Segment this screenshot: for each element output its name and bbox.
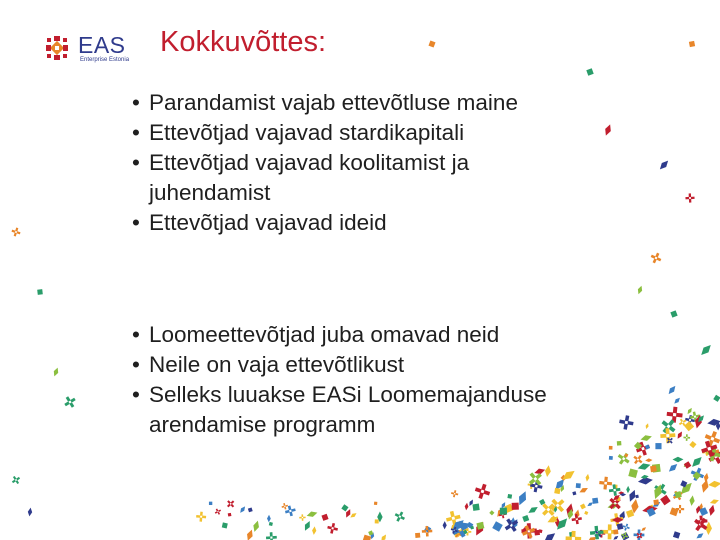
confetti-piece: [708, 480, 720, 488]
confetti-piece: [27, 507, 33, 516]
confetti-piece: [374, 502, 377, 505]
confetti-piece: [689, 441, 696, 448]
bullet-marker: •: [132, 382, 140, 407]
confetti-piece: [451, 490, 458, 497]
confetti-piece: [709, 498, 719, 505]
logo-subtext: Enterprise Estonia: [80, 57, 130, 63]
bullet-marker: •: [132, 120, 140, 145]
bullet-text: Ettevõtjad vajavad stardikapitali: [149, 120, 465, 145]
confetti-piece: [285, 506, 296, 517]
confetti-piece: [689, 41, 695, 47]
confetti-piece: [306, 510, 318, 519]
confetti-piece: [670, 310, 677, 317]
slide-title: Kokkuvõttes:: [160, 26, 327, 58]
confetti-piece: [252, 520, 261, 533]
confetti-piece: [713, 395, 720, 402]
bullet-list-2: [132, 320, 619, 440]
confetti-piece: [464, 502, 469, 510]
eas-logo: [40, 30, 140, 66]
confetti-piece: [527, 505, 539, 516]
confetti-piece: [667, 384, 678, 396]
confetti-piece: [554, 488, 560, 494]
confetti-piece: [699, 343, 713, 358]
confetti-piece: [689, 495, 695, 506]
bullet-item: [132, 88, 619, 118]
bullet-marker: •: [132, 150, 140, 175]
confetti-piece: [303, 520, 313, 532]
confetti-piece: [227, 500, 234, 507]
confetti-piece: [576, 483, 581, 488]
confetti-piece: [613, 529, 618, 534]
confetti-piece: [684, 461, 691, 468]
bullet-marker: •: [132, 90, 140, 115]
confetti-piece: [321, 514, 328, 521]
confetti-piece: [395, 511, 405, 521]
confetti-piece: [267, 515, 271, 523]
confetti-piece: [586, 68, 593, 75]
bullet-text: Ettevõtjad vajavad ideid: [149, 210, 387, 235]
bullet-list-1: [132, 88, 619, 238]
confetti-piece: [209, 502, 212, 505]
confetti-piece: [653, 499, 659, 505]
bullet-text: Loomeettevõtjad juba omavad neid: [149, 322, 500, 347]
confetti-piece: [609, 484, 621, 496]
confetti-piece: [542, 531, 557, 540]
confetti-piece: [609, 456, 613, 460]
confetti-piece: [580, 503, 586, 509]
confetti-piece: [415, 533, 420, 538]
confetti-piece: [672, 457, 683, 463]
confetti-piece: [472, 504, 479, 511]
confetti-piece: [675, 491, 682, 498]
confetti-piece: [651, 253, 662, 264]
confetti-piece: [633, 455, 642, 464]
bullet-item: [132, 380, 619, 440]
confetti-piece: [572, 491, 576, 495]
confetti-piece: [544, 465, 552, 478]
confetti-piece: [673, 531, 680, 538]
confetti-piece: [222, 522, 228, 528]
confetti-piece: [695, 532, 704, 540]
confetti-piece: [585, 474, 590, 482]
bullet-item: [132, 320, 619, 350]
confetti-piece: [349, 512, 357, 519]
confetti-piece: [708, 504, 716, 516]
bullet-item: [132, 118, 619, 148]
confetti-piece: [228, 513, 232, 517]
logo-star-icon: [40, 32, 74, 64]
confetti-piece: [667, 407, 683, 423]
confetti-piece: [650, 465, 657, 472]
confetti-piece: [196, 512, 206, 522]
confetti-piece: [636, 285, 643, 295]
confetti-piece: [645, 458, 653, 462]
bullet-text: Neile on vaja ettevõtlikust: [149, 352, 405, 377]
bullet-marker: •: [132, 210, 140, 235]
confetti-piece: [52, 367, 60, 377]
bullet-marker: •: [132, 322, 140, 347]
confetti-piece: [522, 515, 529, 522]
confetti-piece: [282, 503, 289, 510]
confetti-piece: [37, 289, 43, 295]
confetti-piece: [245, 529, 255, 540]
bullet-item: [132, 208, 619, 238]
confetti-piece: [475, 484, 490, 499]
confetti-piece: [660, 495, 671, 506]
confetti-piece: [635, 495, 639, 499]
confetti-piece: [428, 40, 435, 47]
confetti-piece: [658, 159, 671, 172]
confetti-piece: [623, 524, 630, 531]
confetti-piece: [683, 434, 690, 441]
confetti-piece: [12, 228, 21, 237]
confetti-piece: [492, 521, 503, 532]
confetti-piece: [512, 503, 519, 510]
confetti-piece: [626, 486, 630, 493]
confetti-piece: [655, 443, 661, 449]
logo-text: EAS: [78, 32, 126, 58]
confetti-piece: [507, 494, 512, 499]
confetti-piece: [599, 477, 612, 490]
confetti-piece: [640, 526, 647, 532]
confetti-piece: [685, 193, 694, 202]
bullet-text: Parandamist vajab ettevõtluse maine: [149, 90, 518, 115]
confetti-piece: [215, 509, 221, 515]
bullet-text: Selleks luuakse EASi Loomemajanduse arendamise programm: [149, 382, 547, 437]
bullet-item: [132, 350, 619, 380]
confetti-piece: [592, 498, 598, 504]
confetti-piece: [312, 526, 317, 535]
confetti-piece: [572, 514, 582, 524]
confetti-piece: [500, 507, 507, 514]
confetti-piece: [12, 476, 20, 484]
confetti-piece: [628, 468, 638, 478]
confetti-piece: [617, 441, 622, 446]
confetti-piece: [379, 533, 387, 540]
confetti-piece: [327, 523, 338, 534]
confetti-piece: [239, 505, 247, 514]
confetti-piece: [619, 415, 633, 429]
confetti-piece: [269, 522, 273, 526]
confetti-piece: [612, 535, 619, 540]
confetti-piece: [684, 421, 694, 431]
confetti-piece: [299, 514, 305, 520]
confetti-piece: [375, 519, 379, 523]
confetti-piece: [676, 430, 684, 439]
bullet-item: [132, 148, 549, 208]
confetti-piece: [617, 523, 624, 530]
confetti-piece: [248, 507, 253, 512]
confetti-piece: [637, 462, 652, 472]
bullet-marker: •: [132, 352, 140, 377]
confetti-piece: [686, 407, 693, 415]
confetti-piece: [645, 423, 650, 430]
confetti-piece: [667, 462, 679, 474]
confetti-piece: [266, 532, 277, 540]
bullet-text: Ettevõtjad vajavad koolitamist ja juhendamist: [149, 150, 470, 205]
confetti-piece: [640, 434, 653, 443]
confetti-piece: [443, 521, 447, 529]
confetti-piece: [566, 531, 582, 540]
confetti-piece: [690, 455, 704, 470]
confetti-piece: [64, 396, 75, 407]
confetti-piece: [341, 504, 348, 511]
confetti-piece: [584, 511, 588, 515]
confetti-piece: [673, 396, 681, 405]
confetti-piece: [609, 446, 613, 450]
confetti-piece: [489, 510, 494, 515]
